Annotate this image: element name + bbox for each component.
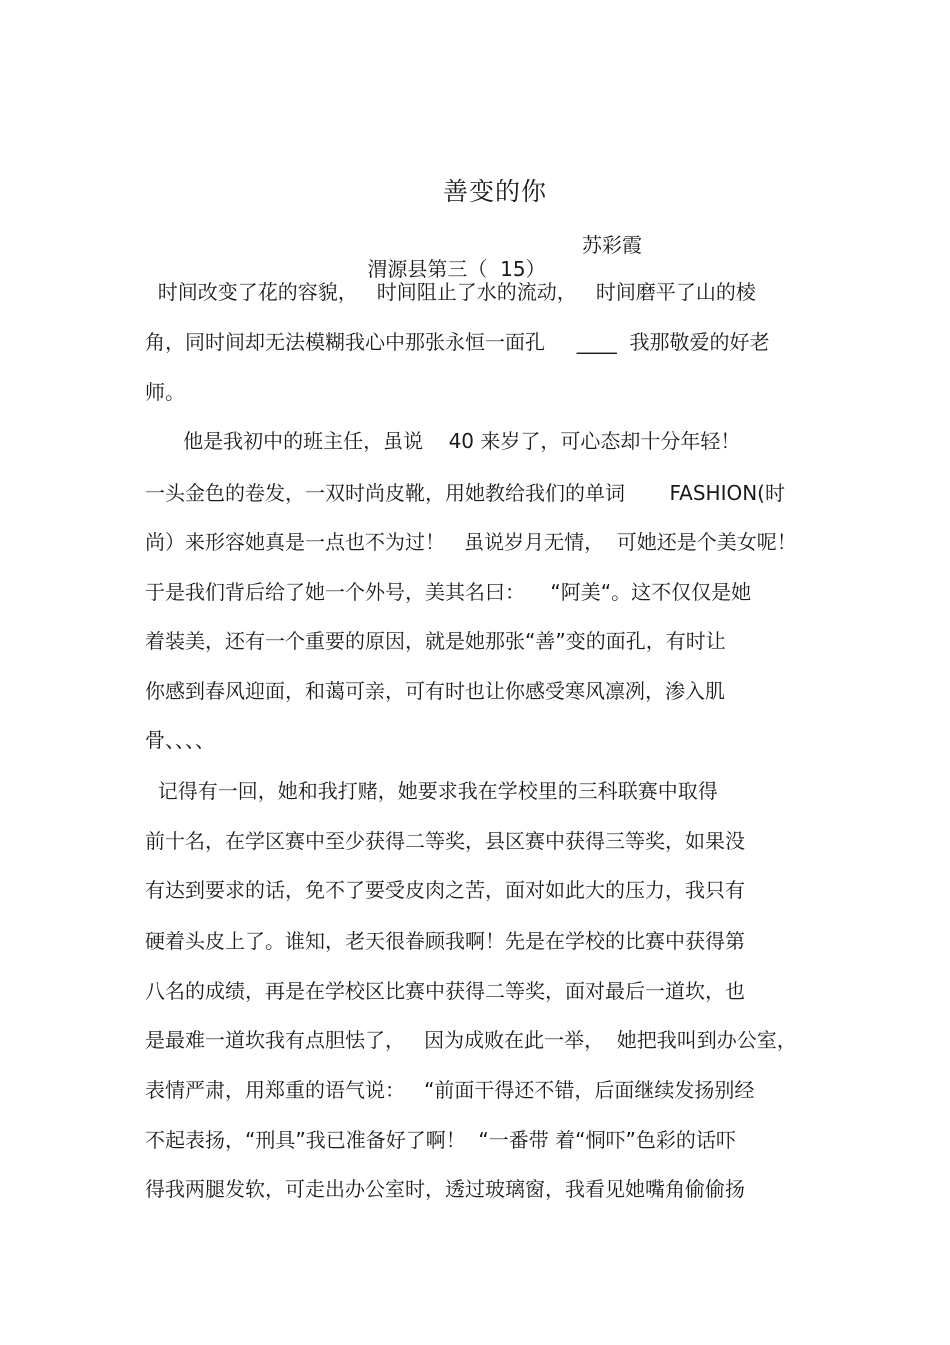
text-line: 前十名，在学区赛中至少获得二等奖，县区赛中获得三等奖，如果没 xyxy=(145,829,745,853)
text-line: 他是我初中的班主任，虽说 40 来岁了，可心态却十分年轻！ xyxy=(145,429,741,453)
text-line: 你感到春风迎面，和蔼可亲，可有时也让你感受寒风凛冽，渗入肌 xyxy=(145,679,725,703)
text-line: 角，同时间却无法模糊我心中那张永恒一面孔 ____ 我那敬爱的好老 xyxy=(145,330,770,354)
text-line: 着装美，还有一个重要的原因，就是她那张“善”变的面孔，有时让 xyxy=(145,629,726,653)
school-name: 渭源县第三（ 15） xyxy=(367,257,546,281)
text-line: 骨、、、、 xyxy=(145,728,215,752)
text-line: 不起表扬，“刑具”我已准备好了啊！ “一番带 着“恫吓”色彩的话吓 xyxy=(145,1128,736,1152)
text-line: 八名的成绩，再是在学校区比赛中获得二等奖，面对最后一道坎，也 xyxy=(145,979,745,1003)
text-line: 表情严肃，用郑重的语气说： “前面干得还不错，后面继续发扬别经 xyxy=(145,1078,755,1102)
text-line: 尚）来形容她真是一点也不为过！ 虽说岁月无情， 可她还是个美女呢！ xyxy=(145,530,797,554)
text-line: 一头金色的卷发，一双时尚皮靴，用她教给我们的单词 FASHION(时 xyxy=(145,481,785,505)
author-name: 苏彩霞 xyxy=(582,233,642,257)
text-line: 于是我们背后给了她一个外号，美其名曰： “阿美“。这不仅仅是她 xyxy=(145,580,752,604)
text-line: 有达到要求的话，免不了要受皮肉之苦，面对如此大的压力，我只有 xyxy=(145,878,745,902)
text-line: 师。 xyxy=(145,380,185,404)
text-line: 硬着头皮上了。谁知，老天很眷顾我啊！先是在学校的比赛中获得第 xyxy=(145,929,745,953)
text-line: 记得有一回，她和我打赌，她要求我在学校里的三科联赛中取得 xyxy=(145,779,718,803)
essay-title: 善变的你 xyxy=(442,177,547,206)
text-line: 得我两腿发软，可走出办公室时，透过玻璃窗，我看见她嘴角偷偷扬 xyxy=(145,1177,745,1201)
text-line: 时间改变了花的容貌， 时间阻止了水的流动， 时间磨平了山的棱 xyxy=(145,280,756,304)
text-line: 是最难一道坎我有点胆怯了， 因为成败在此一举， 她把我叫到办公室， xyxy=(145,1028,797,1052)
